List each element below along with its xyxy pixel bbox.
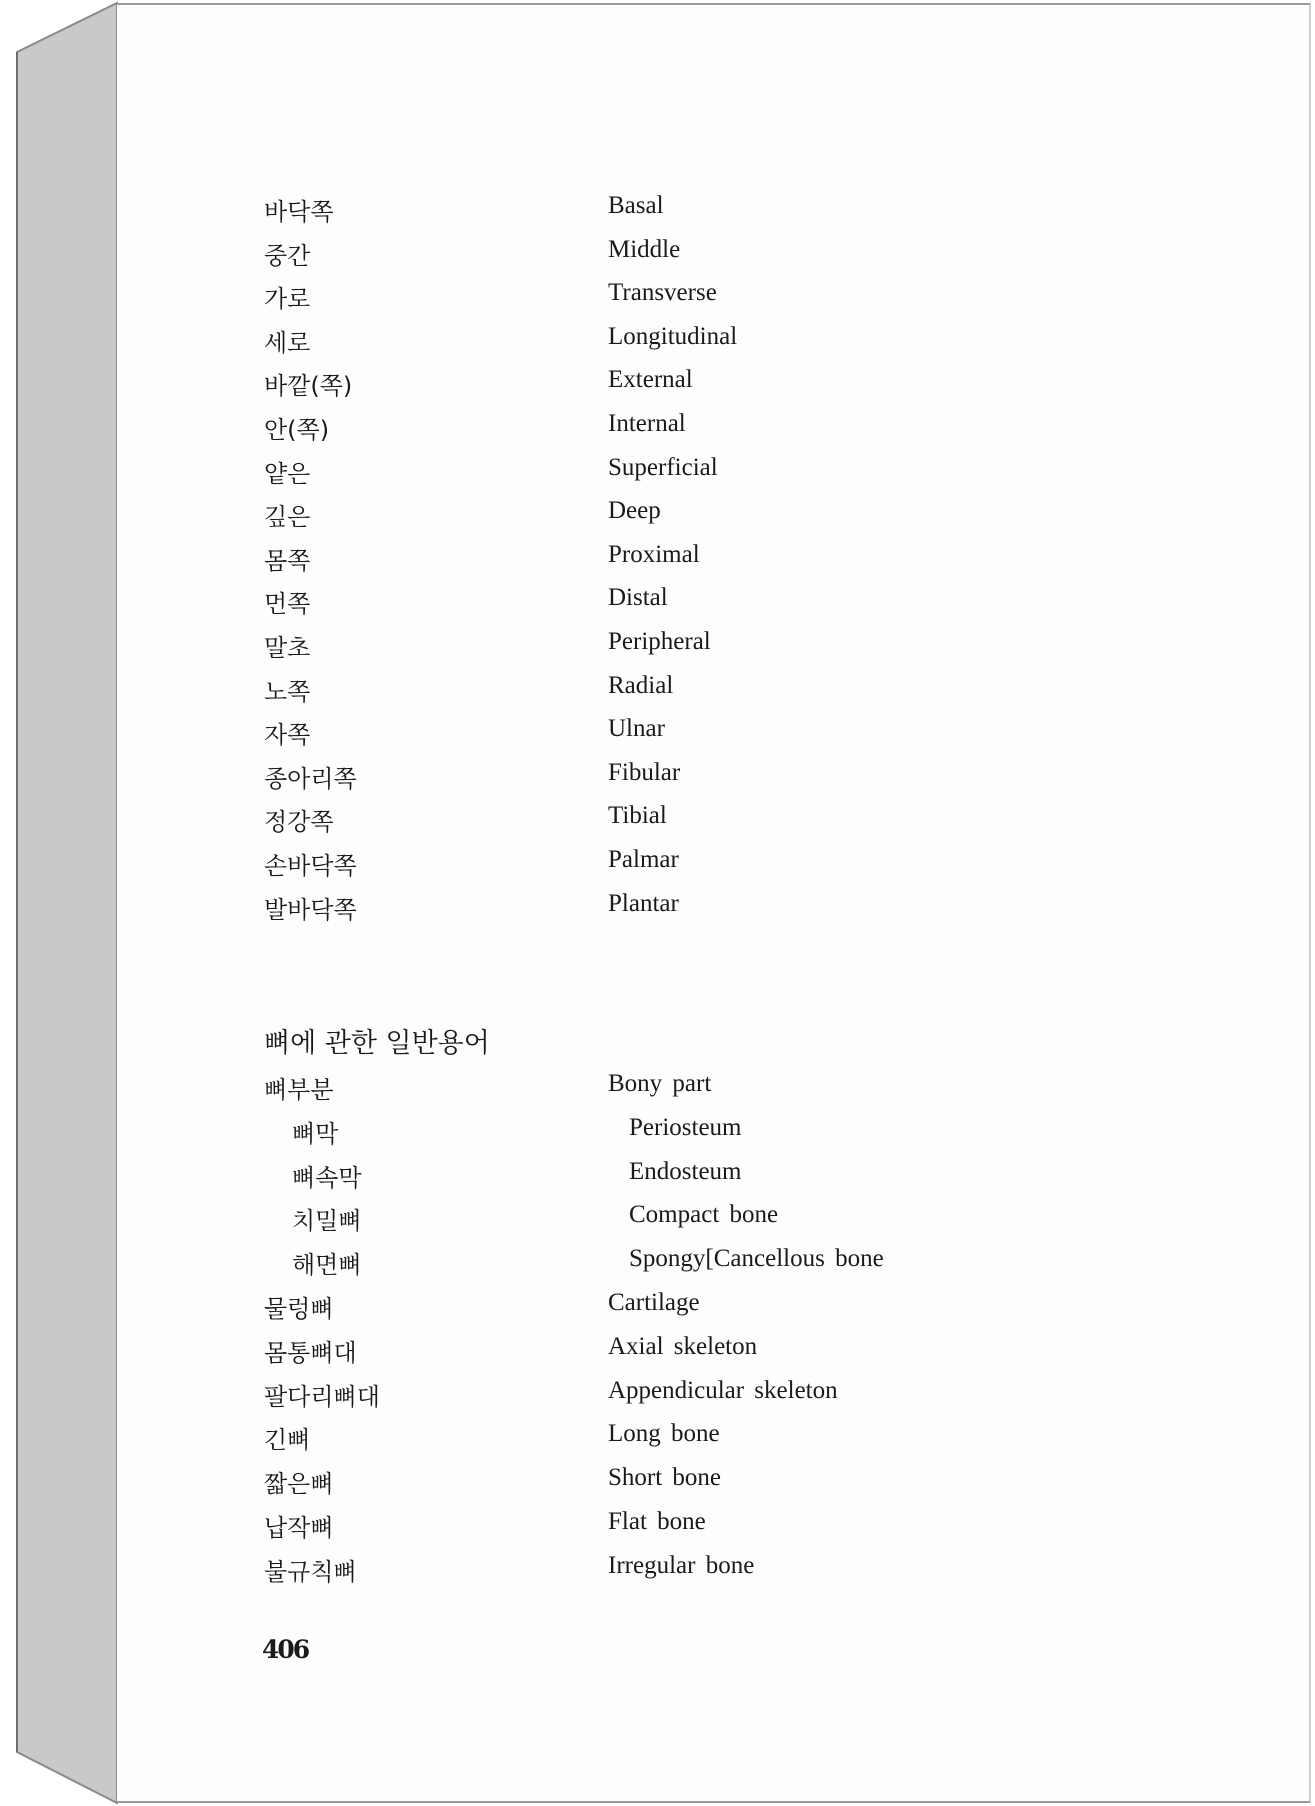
korean-term: 몸쪽 [264,546,311,575]
korean-term: 뼈막 [292,1119,339,1148]
korean-term: 가로 [264,285,311,314]
english-term: Axial skeleton [608,1332,758,1360]
english-term: External [608,366,693,394]
korean-term: 손바닥쪽 [264,852,357,880]
english-term: Endosteum [629,1157,742,1185]
english-term: Fibular [608,758,681,786]
english-term: Flat bone [608,1508,706,1535]
english-term: Plantar [608,889,679,917]
english-term: Spongy[Cancellous bone [629,1245,884,1273]
english-term: Superficial [608,453,718,481]
korean-term: 불규칙뼈 [264,1557,357,1586]
korean-term: 긴뼈 [264,1426,311,1455]
english-term: Appendicular skeleton [608,1376,838,1404]
korean-term: 몸통뼈대 [264,1338,357,1367]
english-term: Short bone [608,1464,722,1492]
english-term: Peripheral [608,628,711,655]
english-term: Distal [608,584,668,612]
english-term: Periosteum [629,1113,742,1141]
korean-term: 자쪽 [264,721,311,750]
english-term: Proximal [608,540,700,568]
korean-term: 해면뼈 [292,1251,362,1280]
english-term: Longitudinal [608,322,738,350]
korean-term: 중간 [264,241,311,270]
korean-term: 뼈속막 [292,1163,362,1192]
korean-term: 치밀뼈 [292,1207,362,1236]
english-term: Bony part [608,1070,712,1097]
english-term: Cartilage [608,1289,700,1316]
korean-term: 깊은 [264,503,311,532]
korean-term: 발바닥쪽 [264,895,357,924]
english-term: Compact bone [629,1201,779,1229]
english-term: Irregular bone [608,1551,755,1579]
korean-term: 짧은뼈 [264,1470,334,1499]
korean-term: 뼈부분 [264,1076,334,1104]
korean-term: 노쪽 [264,677,311,706]
korean-term: 바깥(쪽) [264,372,353,401]
english-term: Internal [608,410,686,437]
english-term: Tibial [608,802,667,830]
english-term: Middle [608,235,681,263]
english-term: Ulnar [608,715,665,743]
korean-term: 안(쪽) [264,416,330,444]
english-term: Long bone [608,1420,720,1448]
korean-term: 종아리쪽 [264,764,357,793]
english-term: Deep [608,497,661,525]
page-number: 406 [262,1635,309,1664]
korean-term: 팔다리뼈대 [264,1382,380,1411]
korean-term: 정강쪽 [264,808,334,837]
english-term: Basal [608,192,664,219]
english-term: Radial [608,671,674,699]
korean-term: 바닥쪽 [264,198,334,226]
english-term: Transverse [608,279,717,307]
korean-term: 세로 [264,328,311,357]
korean-term: 먼쪽 [264,590,311,619]
korean-term: 납작뼈 [264,1514,334,1542]
korean-term: 물렁뼈 [264,1295,334,1323]
english-term: Palmar [608,846,679,873]
korean-term: 얕은 [264,459,311,488]
korean-term: 말초 [264,634,311,662]
section-heading: 뼈에 관한 일반용어 [264,1028,490,1059]
